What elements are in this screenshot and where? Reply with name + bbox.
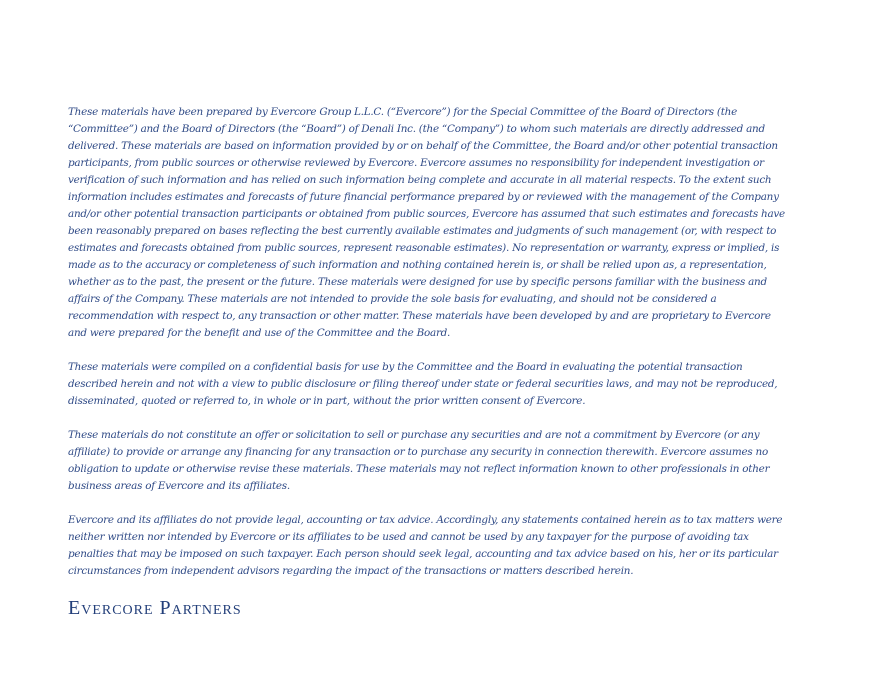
brand-logo-text: Evercore Partners xyxy=(68,597,242,619)
disclaimer-paragraph-preparation: These materials have been prepared by Evercore Group L.L.C. (“Evercore”) for the Special Committee of the Board of Directors (the “Committee”) and the Board of Directors (the “Board”) of Denali Inc. (the “Company”) to whom such materials are directly addressed and delivered. These materials are based on information provided by or on behalf of the Committee, the Board and/or other potential transaction participants, from public sources or otherwise reviewed by Evercore. Evercore assumes no responsibility for independent investigation or verification of such information and has relied on such information being complete and accurate in all material respects. To the extent such information includes estimates and forecasts of future financial performance prepared by or reviewed with the management of the Company and/or other potential transaction participants or obtained from public sources, Evercore has assumed that such estimates and forecasts have been reasonably prepared on bases reflecting the best currently available estimates and judgments of such management (or, with respect to estimates and forecasts obtained from public sources, represent reasonable estimates). No representation or warranty, express or implied, is made as to the accuracy or completeness of such information and nothing contained herein is, or shall be relied upon as, a representation, whether as to the past, the present or the future. These materials were designed for use by specific persons familiar with the business and affairs of the Company. These materials are not intended to provide the sole basis for evaluating, and should not be considered a recommendation with respect to, any transaction or other matter. These materials have been developed by and are proprietary to Evercore and were prepared for the benefit and use of the Committee and the Board. xyxy=(68,106,785,339)
disclaimer-paragraph-confidentiality: These materials were compiled on a confidential basis for use by the Committee and the Board in evaluating the potential transaction described herein and not with a view to public disclosure or filing thereof under state or federal securities laws, and may not be reproduced, disseminated, quoted or referred to, in whole or in part, without the prior written consent of Evercore. xyxy=(68,361,778,407)
disclaimer-paragraph-no-offer: These materials do not constitute an offer or solicitation to sell or purchase any securities and are not a commitment by Evercore (or any affiliate) to provide or arrange any financing for any transaction or to purchase any security in connection therewith. Evercore assumes no obligation to update or otherwise revise these materials. These materials may not reflect information known to other professionals in other business areas of Evercore and its affiliates. xyxy=(68,429,770,492)
disclaimer-paragraph-tax-advice: Evercore and its affiliates do not provide legal, accounting or tax advice. Accordingly, any statements contained herein as to tax matters were neither written nor intended by Evercore or its affiliates to be used and cannot be used by any taxpayer for the purpose of avoiding tax penalties that may be imposed on such taxpayer. Each person should seek legal, accounting and tax advice based on his, her or its particular circumstances from independent advisors regarding the impact of the transactions or matters described herein. xyxy=(68,514,783,577)
disclaimer-text-block xyxy=(68,104,792,597)
